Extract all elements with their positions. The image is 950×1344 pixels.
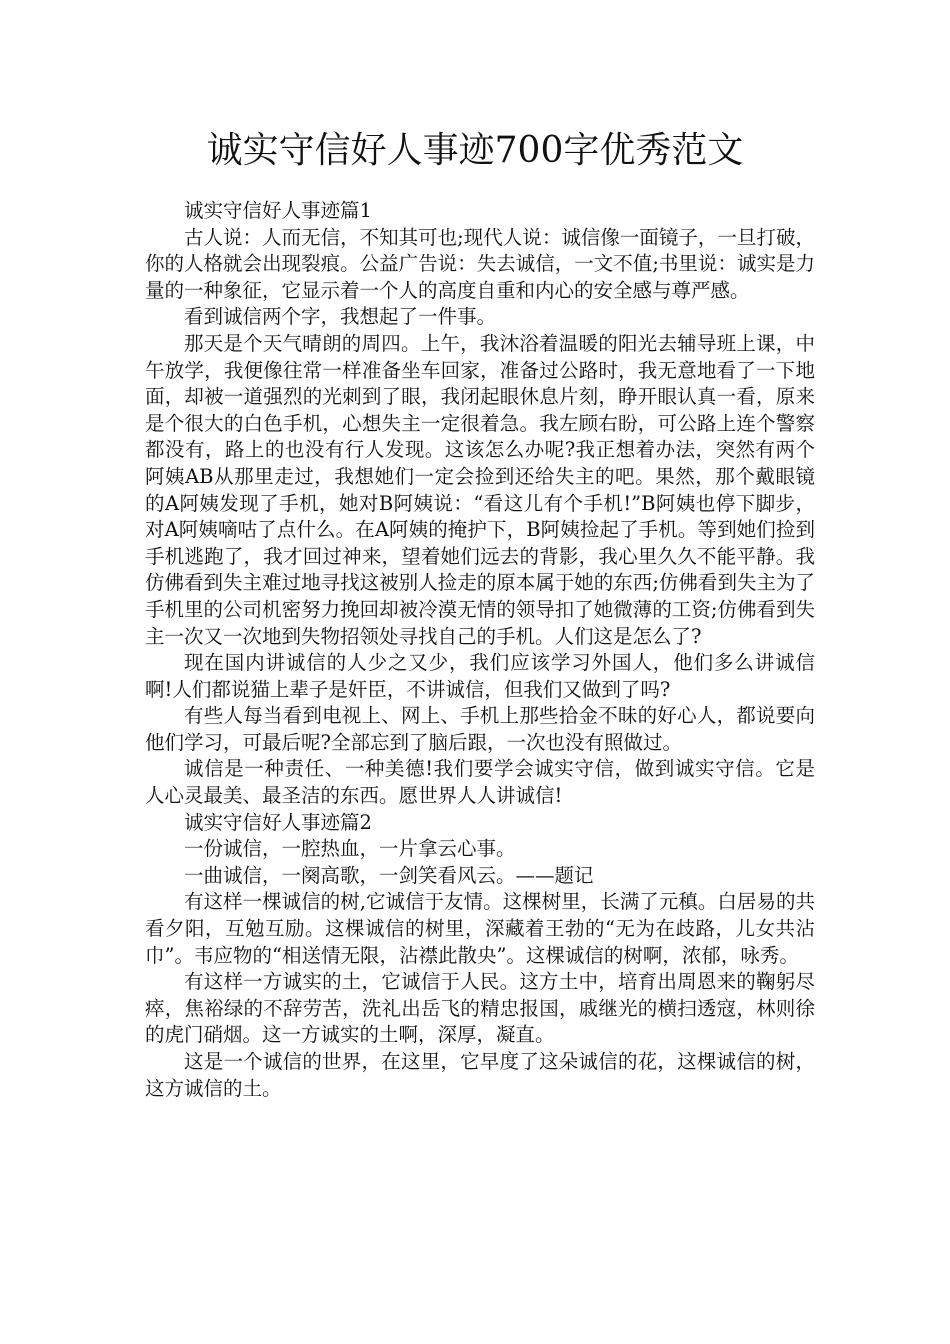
- paragraph: 看到诚信两个字，我想起了一件事。: [184, 305, 497, 329]
- document-title: 诚实守信好人事迹700字优秀范文: [206, 130, 744, 171]
- paragraph: 古人说：人而无信，不知其可也;现代人说：诚信像一面镜子，一旦打破，你的人格就会出现裂痕。公益广告说：失去诚信，一文不值;书里说：诚实是力量的一种象征，它显示着一个人的高度自重和内心的安全感与尊严感。: [145, 225, 815, 302]
- paragraph: 现在国内讲诚信的人少之又少，我们应该学习外国人，他们多么讲诚信啊!人们都说猫上辈子是奸臣，不讲诚信，但我们又做到了吗?: [145, 651, 815, 701]
- paragraph: 有这样一方诚实的土，它诚信于人民。这方土中，培育出周恩来的鞠躬尽瘁，焦裕绿的不辞劳苦，洗礼出岳飞的精忠报国，戚继光的横扫透寇，林则徐的虎门硝烟。这一方诚实的土啊，深厚，凝直。: [145, 970, 815, 1047]
- paragraph: 诚信是一种责任、一种美德!我们要学会诚实守信，做到诚实守信。它是人心灵最美、最圣洁的东西。愿世界人人讲诚信!: [145, 757, 815, 808]
- paragraph: 一份诚信，一腔热血，一片拿云心事。: [184, 837, 516, 861]
- document-body: [145, 198, 815, 1102]
- paragraph: 一曲诚信，一阕高歌，一剑笑看风云。——题记: [184, 863, 594, 887]
- paragraph: 有些人每当看到电视上、网上、手机上那些拾金不昧的好心人，都说要向他们学习，可最后呢?全部忘到了脑后跟，一次也没有照做过。: [145, 704, 815, 754]
- paragraph: 这是一个诚信的世界，在这里，它早度了这朵诚信的花，这棵诚信的树，这方诚信的土。: [145, 1050, 815, 1100]
- section-heading: 诚实守信好人事迹篇2: [184, 810, 372, 834]
- section-heading: 诚实守信好人事迹篇1: [184, 199, 372, 222]
- paragraph: 有这样一棵诚信的树,它诚信于友情。这棵树里，长满了元稹。白居易的共看夕阳，互勉互励。这棵诚信的树里，深藏着王勃的“无为在歧路，儿女共沾巾”。韦应物的“相送情无限，沾襟此散央”。这棵诚信的树啊，浓郁，咏秀。: [145, 890, 815, 967]
- paragraph: 那天是个天气晴朗的周四。上午，我沐浴着温暖的阳光去辅导班上课，中午放学，我便像往常一样准备坐车回家，准备过公路时，我无意地看了一下地面，却被一道强烈的光刺到了眼，我闭起眼休息片刻，睁开眼认真一看，原来是个很大的白色手机，心想失主一定很着急。我左顾右盼，可公路上连个警察都没有，路上的也没有行人发现。这该怎么办呢?我正想着办法，突然有两个阿姨AB从那里走过，我想她们一定会捡到还给失主的吧。果然，那个戴眼镜的A阿姨发现了手机，她对B阿姨说：“看这儿有个手机!”B阿姨也停下脚步，对A阿姨嘀咕了点什么。在A阿姨的掩护下，B阿姨捡起了手机。等到她们捡到手机逃跑了，我才回过神来，望着她们远去的背影，我心里久久不能平静。我仿佛看到失主难过地寻找这被别人捡走的原本属于她的东西;仿佛看到失主为了手机里的公司机密努力挽回却被冷漠无情的领导扣了她微薄的工资;仿佛看到失主一次又一次地到失物招领处寻找自己的手机。人们这是怎么了?: [145, 331, 815, 648]
